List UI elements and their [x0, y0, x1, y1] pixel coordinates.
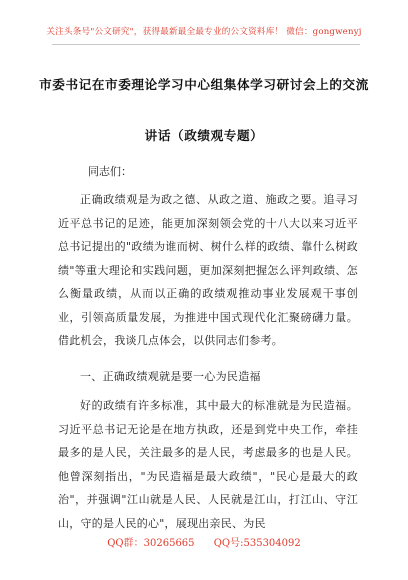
paragraph-intro: 正确政绩观是为政之德、从政之道、施政之要。追寻习近平总书记的足迹，能更加深刻领会党的十八大以来习近平总书记提出的"政绩为谁而树、树什么样的政绩、靠什么树政绩"等重大理论和实践问题，更加深刻把握怎么评判政绩、怎么衡量政绩，从而以正确的政绩观推动事业发展观干事创业，引领高质量发展，为推进中国式现代化汇聚磅礴力量。借此机会，我谈几点体会，以供同志们参考。: [58, 193, 358, 347]
section-heading-1: 一、正确政绩观就是要一心为民造福: [80, 370, 261, 383]
paragraph-section-1: 好的政绩有许多标准，其中最大的标准就是为民造福。习近平总书记无论是在地方执政，还是到党中央工作，牵挂最多的是人民，关注最多的是人民，考虑最多的也是人民。他曾深刻指出，"为民造福是最大政绩"，"民心是最大的政治"，并强调"江山就是人民、人民就是江山，打江山、守江山，守的是人民的心"，展现出亲民、为民: [58, 399, 358, 530]
footer-qq-number: QQ号:535304092: [213, 538, 301, 549]
document-title-line-1: 市委书记在市委理论学习中心组集体学习研讨会上的交流: [39, 77, 369, 92]
header-banner: 关注头条号"公文研究"，获得最新最全最专业的公文资料库！ 微信：gongwenyj: [46, 27, 362, 37]
footer-qq-group: QQ群：30265665: [107, 538, 195, 549]
header-divider: [52, 44, 360, 45]
footer-contact: [0, 534, 408, 549]
document-title-line-2: 讲话（政绩观专题）: [144, 128, 264, 143]
salutation: 同志们：: [88, 165, 132, 178]
